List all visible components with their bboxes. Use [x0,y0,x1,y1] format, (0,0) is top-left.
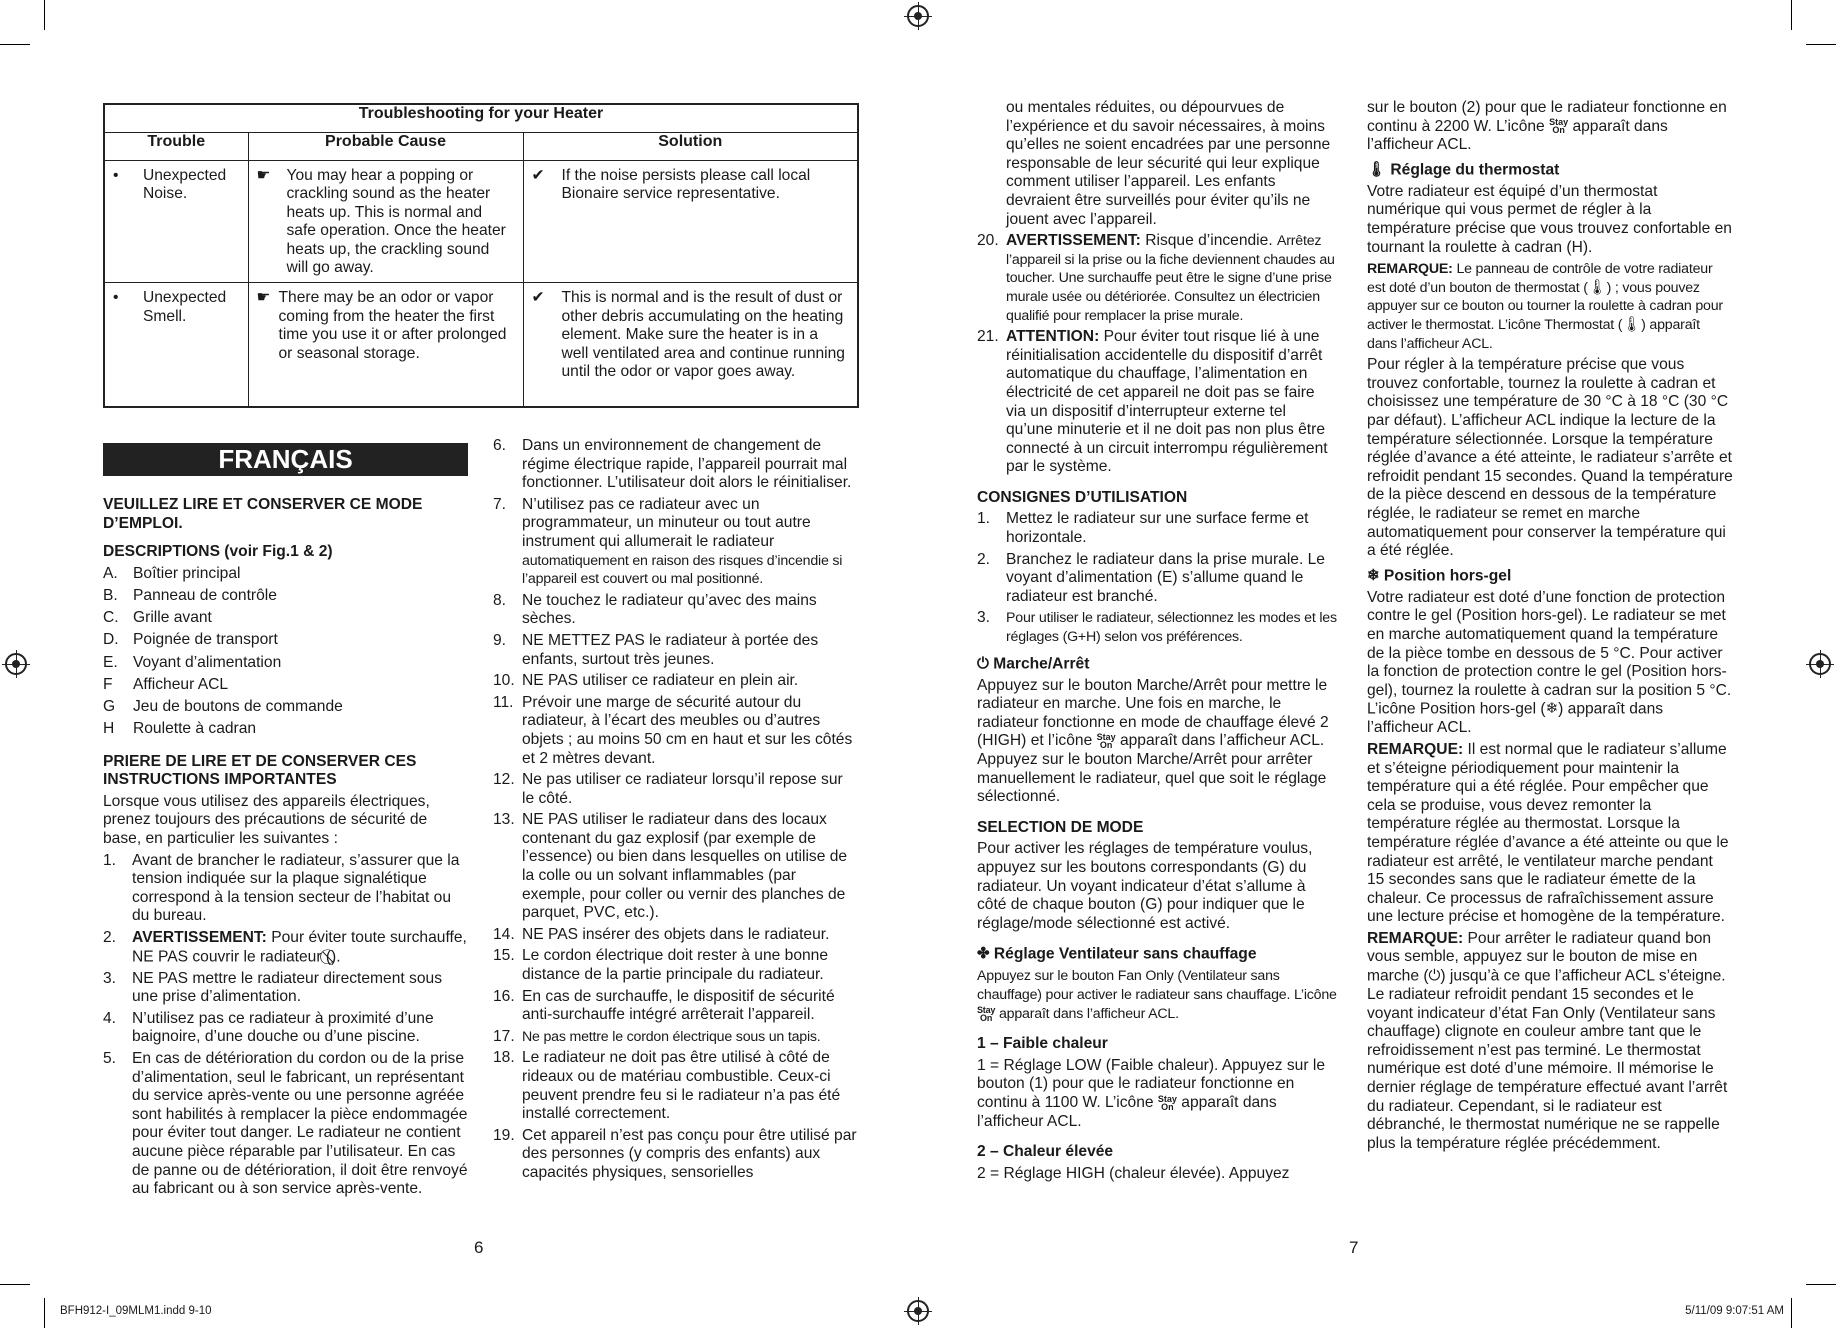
snowflake-icon: ❄ [1367,566,1380,584]
body-text: sur le bouton (2) pour que le radiateur fonctionne en continu à 2200 W. L’icône Stay On apparaît dans l’afficheur ACL. [1367,99,1727,154]
footer-timestamp: 5/11/09 9:07:51 AM [1685,1305,1784,1317]
list-item: 10. NE PAS utiliser ce radiateur en plein air. [493,672,799,690]
thermostat-icon: 🌡 [1367,160,1387,178]
bullet: • [113,166,119,184]
section-heading: SELECTION DE MODE [977,818,1144,836]
fan-icon: ✤ [977,945,990,963]
list-item: 5. En cas de détérioration du cordon ou de la prise d’alimentation, seul le fabricant, un représentant du service après-vente ou une personne agréée sont habilités à remplacer la pièce endommagée pour éviter tout danger. Le radiateur ne contient aucune pièce réparable par l’utilisateur. En cas de panne ou de détérioration, il doit être renvoyé au fabricant ou à son service après-vente. [103,1050,468,1198]
col-header-trouble: Trouble [104,132,248,160]
list-item: G Jeu de boutons de commande [103,697,343,715]
power-icon: ⏻ [1428,967,1441,985]
list-item: F Afficheur ACL [103,675,229,693]
list-item: 3. Pour utiliser le radiateur, sélectionnez les modes et les réglages (G+H) selon vos préférences. [977,609,1337,646]
intro-text: Lorsque vous utilisez des appareils électriques, prenez toujours des précautions de sécurité de base, en particulier les suivantes : [103,792,430,848]
trouble-cell: Unexpected Smell. [143,289,227,325]
power-icon: ⏻ [977,654,989,672]
crop-mark [0,44,30,45]
list-item: 20. AVERTISSEMENT: Risque d’incendie. Arrêtez l’appareil si la prise ou la fiche deviennent chaudes au toucher. Une surchauffe peut être le signe d’une prise murale usée ou détériorée. Consultez un électricien qualifié pour remplacer la prise murale. [977,232,1335,324]
section-heading: 1 – Faible chaleur [977,1035,1108,1053]
body-text: Appuyez sur le bouton Marche/Arrêt pour mettre le radiateur en marche. Une fois en marche, le radiateur fonctionne en mode de chauffage élevé 2 (HIGH) et l’icône Stay On apparaît dans l’afficheur ACL. Appuyez sur le bouton Marche/Arrêt pour arrêter manuellement le radiateur, quel que soit le réglage sélectionné. [977,676,1329,806]
page-number: 7 [1349,1238,1359,1257]
list-item: 3. NE PAS mettre le radiateur directement sous une prise d’alimentation. [103,969,442,1006]
language-banner: FRANÇAIS [103,443,468,476]
continued-text: ou mentales réduites, ou dépourvues de l’expérience et du savoir nécessaires, à moins qu’elles ne soient encadrées par une personne responsable de leur sécurité qui leur explique comment utiliser l’appareil. Les enfants devraient être surveillés pour éviter qu’ils ne jouent avec l’appareil. [1006,99,1331,228]
list-item: B. Panneau de contrôle [103,586,277,604]
safety-list [977,232,1337,477]
col-header-solution: Solution [523,132,858,160]
parts-list [103,565,468,739]
list-item: 15. Le cordon électrique doit rester à une bonne distance de la partie principale du radiateur. [493,947,829,984]
list-item: D. Poignée de transport [103,631,278,649]
solution-cell: This is normal and is the result of dust or other debris accumulating on the heating element. Make sure the heater is in a well ventilated area and continue running until the odor or vapor goes away. [561,289,845,381]
section-heading: ❄ Position hors-gel [1367,566,1512,585]
crop-mark [0,1284,30,1285]
registration-mark-icon [1809,653,1831,675]
list-item: A. Boîtier principal [103,564,241,582]
body-text: REMARQUE: Pour arrêter le radiateur quand bon vous semble, appuyez sur le bouton de mise en marche (⏻) jusqu’à ce que l’afficheur ACL s’éteigne. Le radiateur refroidit pendant 15 secondes et le voyant indicateur d’état Fan Only (Ventilateur sans chauffage) clignote en couleur ambre tant que le refroidissement n’est pas terminé. Le thermostat numérique est doté d’une mémoire. Il mémorise le dernier réglage de température effectué avant l’arrêt du radiateur. Cependant, si le radiateur est débranché, le thermostat numérique ne se rappelle plus la température réglée précédemment. [1367,929,1728,1152]
registration-mark-icon [5,653,27,675]
body-text: Appuyez sur le bouton Fan Only (Ventilateur sans chauffage) pour activer le radiateur sans chauffage. L’icône Stay On apparaît dans l’afficheur ACL. [977,968,1337,1023]
list-item: E. Voyant d’alimentation [103,653,282,671]
troubleshooting-table [103,103,859,408]
solution-cell: If the noise persists please call local Bionaire service representative. [561,166,811,203]
crop-mark [1791,1298,1792,1328]
body-text: Votre radiateur est doté d’une fonction de protection contre le gel (Position hors-gel). Le radiateur se met en marche automatiquement quand la température de la pièce tombe en dessous de 5 °C. Pour activer la fonction de protection contre le gel (Position hors-gel), tournez la roulette à cadran sur la position 5 °C. L’icône Position hors-gel (❄) apparaît dans l’afficheur ACL. [1367,588,1732,737]
crop-mark [1791,0,1792,30]
stay-on-icon: Stay On [977,1004,996,1023]
section-heading: CONSIGNES D’UTILISATION [977,488,1188,506]
section-heading: VEUILLEZ LIRE ET CONSERVER CE MODE D’EMPLOI. [103,496,423,532]
column-2 [493,437,858,1186]
page-number: 6 [474,1238,484,1257]
list-item: 8. Ne touchez le radiateur qu’avec des mains sèches. [493,591,817,628]
list-item: 7. N’utilisez pas ce radiateur avec un programmateur, un minuteur ou tout autre instrument qui allumerait le radiateur automatiquement en raison des risques d’incendie si l’appareil est couvert ou mal positionné. [493,495,843,588]
stay-on-icon: Stay On [1096,732,1116,751]
list-item: 17. Ne pas mettre le cordon électrique sous un tapis. [493,1027,821,1045]
footer-filename: BFH912-I_09MLM1.indd 9-10 [60,1305,212,1317]
body-text: 2 = Réglage HIGH (chaleur élevée). Appuyez [977,1164,1290,1182]
list-item: 2. Branchez le radiateur dans la prise murale. Le voyant d’alimentation (E) s’allume quand le radiateur est branché. [977,550,1325,605]
list-item: 21. ATTENTION: Pour éviter tout risque lié à une réinitialisation accidentelle du dispositif d’arrêt automatique du chauffage, l’alimentation en électricité de cet appareil ne doit pas se faire via un dispositif d’interrupteur externe tel qu’une minuterie et il ne doit pas non plus être connecté à un circuit interrompu régulièrement par le système. [977,328,1328,476]
stay-on-icon: Stay On [1549,117,1569,136]
body-text: REMARQUE: Il est normal que le radiateur s’allume et s’éteigne périodiquement pour maintenir la température qui a été réglée. Pour empêcher que cela se produise, vous devez remonter la température réglée au thermostat. Lorsque la température réglée d’avance a été atteinte ou que le radiateur est arrêté, le ventilateur marche pendant 15 secondes sans que le radiateur émette de la chaleur. Ce processus de rafraîchissement assure une lecture précise et homogène de la température. [1367,740,1729,926]
cause-cell: There may be an odor or vapor coming from the heater the first time you use it or after prolonged or seasonal storage. [278,289,507,362]
body-text: Pour régler à la température précise que vous trouvez confortable, tournez la roulette à cadran et choisissez une température de 30 °C à 18 °C (30 °C par défaut). L’afficheur ACL indique la lecture de la température sélectionnée. Lorsque la température réglée d’avance a été atteinte, le radiateur s’arrête et refroidit pendant 15 secondes. Quand la température de la pièce descend en dessous de la température réglée, le radiateur se remet en marche automatiquement pour conserver la température qui a été réglée. [1367,356,1733,560]
crop-mark [44,0,45,30]
bullet: • [113,289,119,307]
crop-mark [44,1298,45,1328]
section-heading: ⏻ Marche/Arrêt [977,654,1090,673]
column-4 [1367,99,1733,1156]
list-item: 9. NE METTEZ PAS le radiateur à portée des enfants, surtout très jeunes. [493,631,819,668]
column-3 [977,99,1337,1186]
table-row [104,160,858,283]
list-item: H Roulette à cadran [103,720,257,738]
list-item: 18. Le radiateur ne doit pas être utilisé à côté de rideaux ou de matériau combustible. Ceux-ci peuvent prendre feu si le radiateur n’a pas été installé correctement. [493,1049,841,1123]
table-title: Troubleshooting for your Heater [104,104,858,132]
list-item: 1. Mettez le radiateur sur une surface ferme et horizontale. [977,510,1309,547]
list-item: 14. NE PAS insérer des objets dans le radiateur. [493,925,830,943]
list-item: C. Grille avant [103,609,212,627]
list-item: 11. Prévoir une marge de sécurité autour du radiateur, à l’écart des meubles ou d’autres objets ; au moins 50 cm en haut et sur les côtés et 2 mètres devant. [493,693,853,767]
list-item: 19. Cet appareil n’est pas conçu pour être utilisé par des personnes (y compris des enfants) aux capacités physiques, sensorielles [493,1126,857,1181]
crop-mark [1806,1284,1836,1285]
snowflake-icon: ❄ [1545,700,1559,718]
check-mark-icon: ✔ [531,289,545,307]
body-text: Pour activer les réglages de température voulus, appuyez sur les boutons correspondants (G) du radiateur. Un voyant indicateur d’état s’allume à côté de chaque bouton (G) pour indiquer que le réglage/mode sélectionné est activé. [977,840,1313,932]
trouble-cell: Unexpected Noise. [143,166,227,203]
list-item: 12. Ne pas utiliser ce radiateur lorsqu’il repose sur le côté. [493,771,843,807]
col-header-cause: Probable Cause [248,132,523,160]
list-item: 13. NE PAS utiliser le radiateur dans des locaux contenant du gaz explosif (par exemple de l’essence) ou bien dans lesquelles on utilise de la colle ou un solvant inflammables (par exemple, pour coller ou vernir des planches de parquet, PVC, etc.). [493,811,848,922]
list-item: 1. Avant de brancher le radiateur, s’assurer que la tension indiquée sur la plaque signalétique correspond à la tension secteur de l’habitat ou du bureau. [103,851,460,925]
body-text: REMARQUE: Le panneau de contrôle de votre radiateur est doté d’un bouton de thermostat (🌡) ; vous pouvez appuyer sur ce bouton ou tourner la roulette à cadran pour activer le thermostat. L’icône Thermostat (🌡) apparaît dans l’afficheur ACL. [1367,261,1723,352]
section-heading: ✤ Réglage Ventilateur sans chauffage [977,945,1257,963]
thermostat-icon: 🌡 [1587,278,1607,296]
registration-mark-icon [907,1300,929,1322]
safety-list [103,852,468,1199]
section-heading: 2 – Chaleur élevée [977,1143,1114,1161]
registration-mark-icon [907,5,929,27]
table-row [104,283,858,407]
section-heading: DESCRIPTIONS (voir Fig.1 & 2) [103,543,333,561]
list-item: 2. AVERTISSEMENT: Pour éviter toute surchauffe, NE PAS couvrir le radiateur (). [103,929,467,966]
usage-list [977,510,1337,646]
body-text: Votre radiateur est équipé d’un thermostat numérique qui vous permet de régler à la température précise que vous trouvez confortable en tournant la roulette à cadran (H). [1367,182,1732,256]
list-item: 4. N’utilisez pas ce radiateur à proximité d’une baignoire, d’une douche ou d’une piscine. [103,1009,434,1046]
cause-cell: You may hear a popping or crackling sound as the heater heats up. This is normal and safe operation. Once the heater heats up, the crackling sound will go away. [286,166,506,277]
thermostat-icon: 🌡 [1622,316,1642,333]
section-heading: PRIERE DE LIRE ET DE CONSERVER CES INSTRUCTIONS IMPORTANTES [103,752,417,789]
safety-list [493,437,858,1183]
list-item: 6. Dans un environnement de changement de régime électrique rapide, l’appareil pourrait mal fonctionner. L’utilisateur doit alors le réinitialiser. [493,437,852,492]
section-heading: 🌡 Réglage du thermostat [1367,160,1560,179]
pointing-hand-icon: ☛ [256,289,271,307]
body-text: 1 = Réglage LOW (Faible chaleur). Appuyez sur le bouton (1) pour que le radiateur fonctionne en continu à 1100 W. L’icône Stay On apparaît dans l’afficheur ACL. [977,1056,1326,1130]
stay-on-icon: Stay On [1157,1093,1177,1112]
list-item: 16. En cas de surchauffe, le dispositif de sécurité anti-surchauffe intégré arrêterait l’appareil. [493,987,835,1024]
check-mark-icon: ✔ [531,166,545,184]
pointing-hand-icon: ☛ [256,166,271,184]
crop-mark [1806,44,1836,45]
column-1 [103,443,468,1202]
